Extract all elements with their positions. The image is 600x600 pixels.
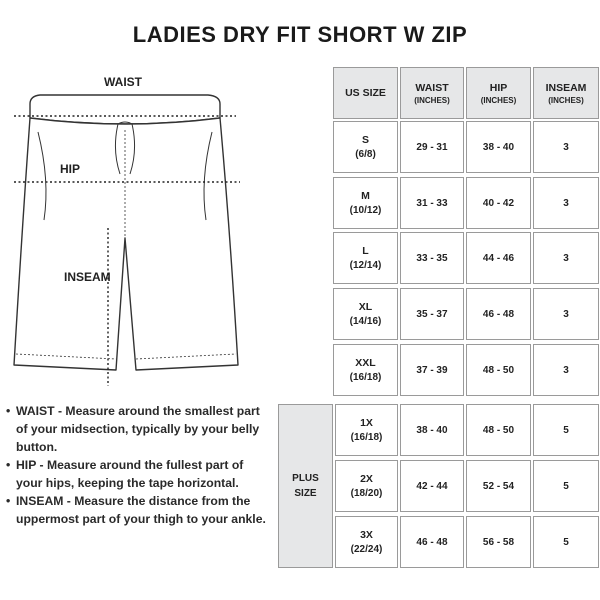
size-name: S — [361, 134, 369, 146]
plus-size-label — [278, 404, 333, 568]
waist-cell-xxl: 37 - 39 — [400, 344, 464, 396]
inseam-cell-xl: 3 — [533, 288, 599, 340]
inseam-cell-1x: 5 — [533, 404, 599, 456]
size-alt: (6/8) — [355, 149, 376, 160]
header-unit: (INCHES) — [414, 95, 450, 105]
header-label: WAIST — [415, 81, 449, 94]
size-alt: (18/20) — [350, 488, 383, 499]
size-alt: (10/12) — [349, 205, 382, 216]
shorts-outline — [14, 118, 238, 370]
instruction-inseam — [6, 492, 268, 528]
size-cell-l — [333, 232, 398, 284]
plus-label-line1: PLUS — [292, 473, 319, 484]
hip-cell-xxl: 48 - 50 — [466, 344, 531, 396]
size-name: 2X — [360, 473, 373, 485]
instruction-waist — [6, 402, 268, 456]
waist-cell-3x: 46 - 48 — [400, 516, 464, 568]
header-unit: (INCHES) — [480, 95, 517, 105]
inseam-cell-l: 3 — [533, 232, 599, 284]
size-name: L — [362, 245, 369, 257]
header-label: HIP — [489, 81, 508, 94]
size-name: M — [361, 190, 370, 202]
size-cell-2x — [335, 460, 398, 512]
instruction-text: - Measure around the smallest part of your midsection, typically by your belly button. — [16, 404, 260, 454]
header-label: INSEAM — [545, 81, 587, 94]
hip-cell-l: 44 - 46 — [466, 232, 531, 284]
size-name: 1X — [360, 417, 373, 429]
header-label: US SIZE — [345, 87, 386, 99]
size-name: XL — [358, 301, 373, 313]
size-cell-xl — [333, 288, 398, 340]
inseam-label: INSEAM — [64, 270, 111, 284]
waist-cell-xl: 35 - 37 — [400, 288, 464, 340]
hip-cell-3x: 56 - 58 — [466, 516, 531, 568]
size-cell-m — [333, 177, 398, 229]
size-alt: (22/24) — [350, 544, 383, 555]
waist-label: WAIST — [104, 75, 142, 89]
inseam-cell-xxl: 3 — [533, 344, 599, 396]
instruction-term: WAIST — [16, 404, 55, 418]
waist-cell-l: 33 - 35 — [400, 232, 464, 284]
size-name: XXL — [355, 357, 376, 369]
shorts-diagram — [0, 70, 270, 400]
plus-label-line2: SIZE — [294, 488, 317, 499]
inseam-cell-s: 3 — [533, 121, 599, 173]
inseam-cell-3x: 5 — [533, 516, 599, 568]
instruction-term: HIP — [16, 458, 37, 472]
size-alt: (14/16) — [349, 316, 382, 327]
size-cell-xxl — [333, 344, 398, 396]
header-waist — [400, 67, 464, 119]
size-name: 3X — [360, 529, 373, 541]
hip-cell-2x: 52 - 54 — [466, 460, 531, 512]
inseam-cell-2x: 5 — [533, 460, 599, 512]
inseam-cell-m: 3 — [533, 177, 599, 229]
hip-cell-xl: 46 - 48 — [466, 288, 531, 340]
instruction-text: - Measure around the fullest part of your hips, keeping the tape horizontal. — [16, 458, 244, 490]
hip-cell-m: 40 - 42 — [466, 177, 531, 229]
header-us-size — [333, 67, 398, 119]
hip-cell-1x: 48 - 50 — [466, 404, 531, 456]
measurement-instructions — [6, 402, 268, 528]
hip-cell-s: 38 - 40 — [466, 121, 531, 173]
instruction-term: INSEAM — [16, 494, 64, 508]
size-alt: (16/18) — [350, 432, 383, 443]
waist-cell-s: 29 - 31 — [400, 121, 464, 173]
header-inseam — [533, 67, 599, 119]
size-cell-1x — [335, 404, 398, 456]
waist-cell-m: 31 - 33 — [400, 177, 464, 229]
header-hip — [466, 67, 531, 119]
size-cell-3x — [335, 516, 398, 568]
waist-cell-2x: 42 - 44 — [400, 460, 464, 512]
waist-cell-1x: 38 - 40 — [400, 404, 464, 456]
header-unit: (INCHES) — [548, 95, 584, 105]
page-title: LADIES DRY FIT SHORT W ZIP — [132, 22, 468, 47]
size-alt: (12/14) — [349, 260, 382, 271]
size-cell-s — [333, 121, 398, 173]
size-alt: (16/18) — [349, 372, 382, 383]
hip-label: HIP — [60, 162, 81, 176]
instruction-hip — [6, 456, 268, 492]
waistband-outline — [30, 95, 220, 124]
instruction-text: - Measure the distance from the uppermost part of your thigh to your ankle. — [16, 494, 266, 526]
